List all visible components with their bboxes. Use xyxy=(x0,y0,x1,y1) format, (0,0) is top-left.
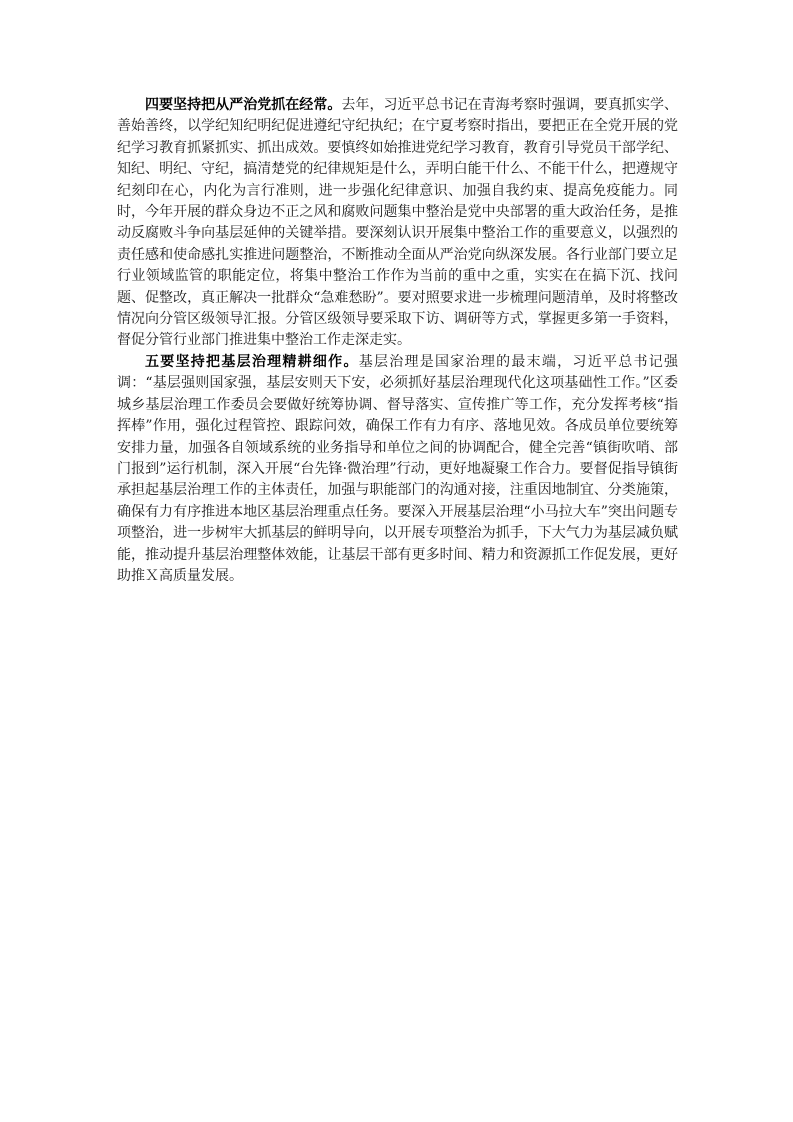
paragraph-five xyxy=(117,352,678,587)
paragraph-five-heading: 五要坚持把基层治理精耕细作。 xyxy=(145,353,359,370)
paragraph-four-heading: 四要坚持把从严治党抓在经常。 xyxy=(145,97,342,113)
paragraph-four xyxy=(117,95,678,352)
document-body xyxy=(117,95,678,587)
paragraph-four-text: 去年，习近平总书记在青海考察时强调，要真抓实学、善始善终，以学纪知纪明纪促进遵纪守纪执纪；在宁夏考察时指出，要把正在全党开展的党纪学习教育抓紧抓实、抓出成效。要慎终如始推进党纪学习教育，教育引导党员干部学纪、知纪、明纪、守纪，搞清楚党的纪律规矩是什么，弄明白能干什么、不能干什么，把遵规守纪刻印在心，内化为言行准则，进一步强化纪律意识、加强自我约束、提高免疫能力。同时，今年开展的群众身边不正之风和腐败问题集中整治是党中央部署的重大政治任务，是推动反腐败斗争向基层延伸的关键举措。要深刻认识开展集中整治工作的重要意义，以强烈的责任感和使命感扎实推进问题整治，不断推动全面从严治党向纵深发展。各行业部门要立足行业领域监管的职能定位，将集中整治工作作为当前的重中之重，实实在在搞下沉、找问题、促整改，真正解决一批群众“急难愁盼”。要对照要求进一步梳理问题清单，及时将整改情况向分管区级领导汇报。分管区级领导要采取下访、调研等方式，掌握更多第一手资料，督促分管行业部门推进集中整治工作走深走实。 xyxy=(117,97,679,349)
paragraph-five-text: 基层治理是国家治理的最末端，习近平总书记强调：“基层强则国家强，基层安则天下安，必须抓好基层治理现代化这项基础性工作。”区委城乡基层治理工作委员会要做好统筹协调、督导落实、宣传推广等工作，充分发挥考核“指挥棒”作用，强化过程管控、跟踪问效，确保工作有力有序、落地见效。各成员单位要统筹安排力量，加强各自领域系统的业务指导和单位之间的协调配合，健全完善“镇街吹哨、部门报到”运行机制，深入开展“台先锋·微治理”行动，更好地凝聚工作合力。要督促指导镇街承担起基层治理工作的主体责任，加强与职能部门的沟通对接，注重因地制宜、分类施策，确保有力有序推进本地区基层治理重点任务。要深入开展基层治理“小马拉大车”突出问题专项整治，进一步树牢大抓基层的鲜明导向，以开展专项整治为抓手，下大气力为基层减负赋能，推动提升基层治理整体效能，让基层干部有更多时间、精力和资源抓工作促发展，更好助推Ｘ高质量发展。 xyxy=(117,353,679,584)
